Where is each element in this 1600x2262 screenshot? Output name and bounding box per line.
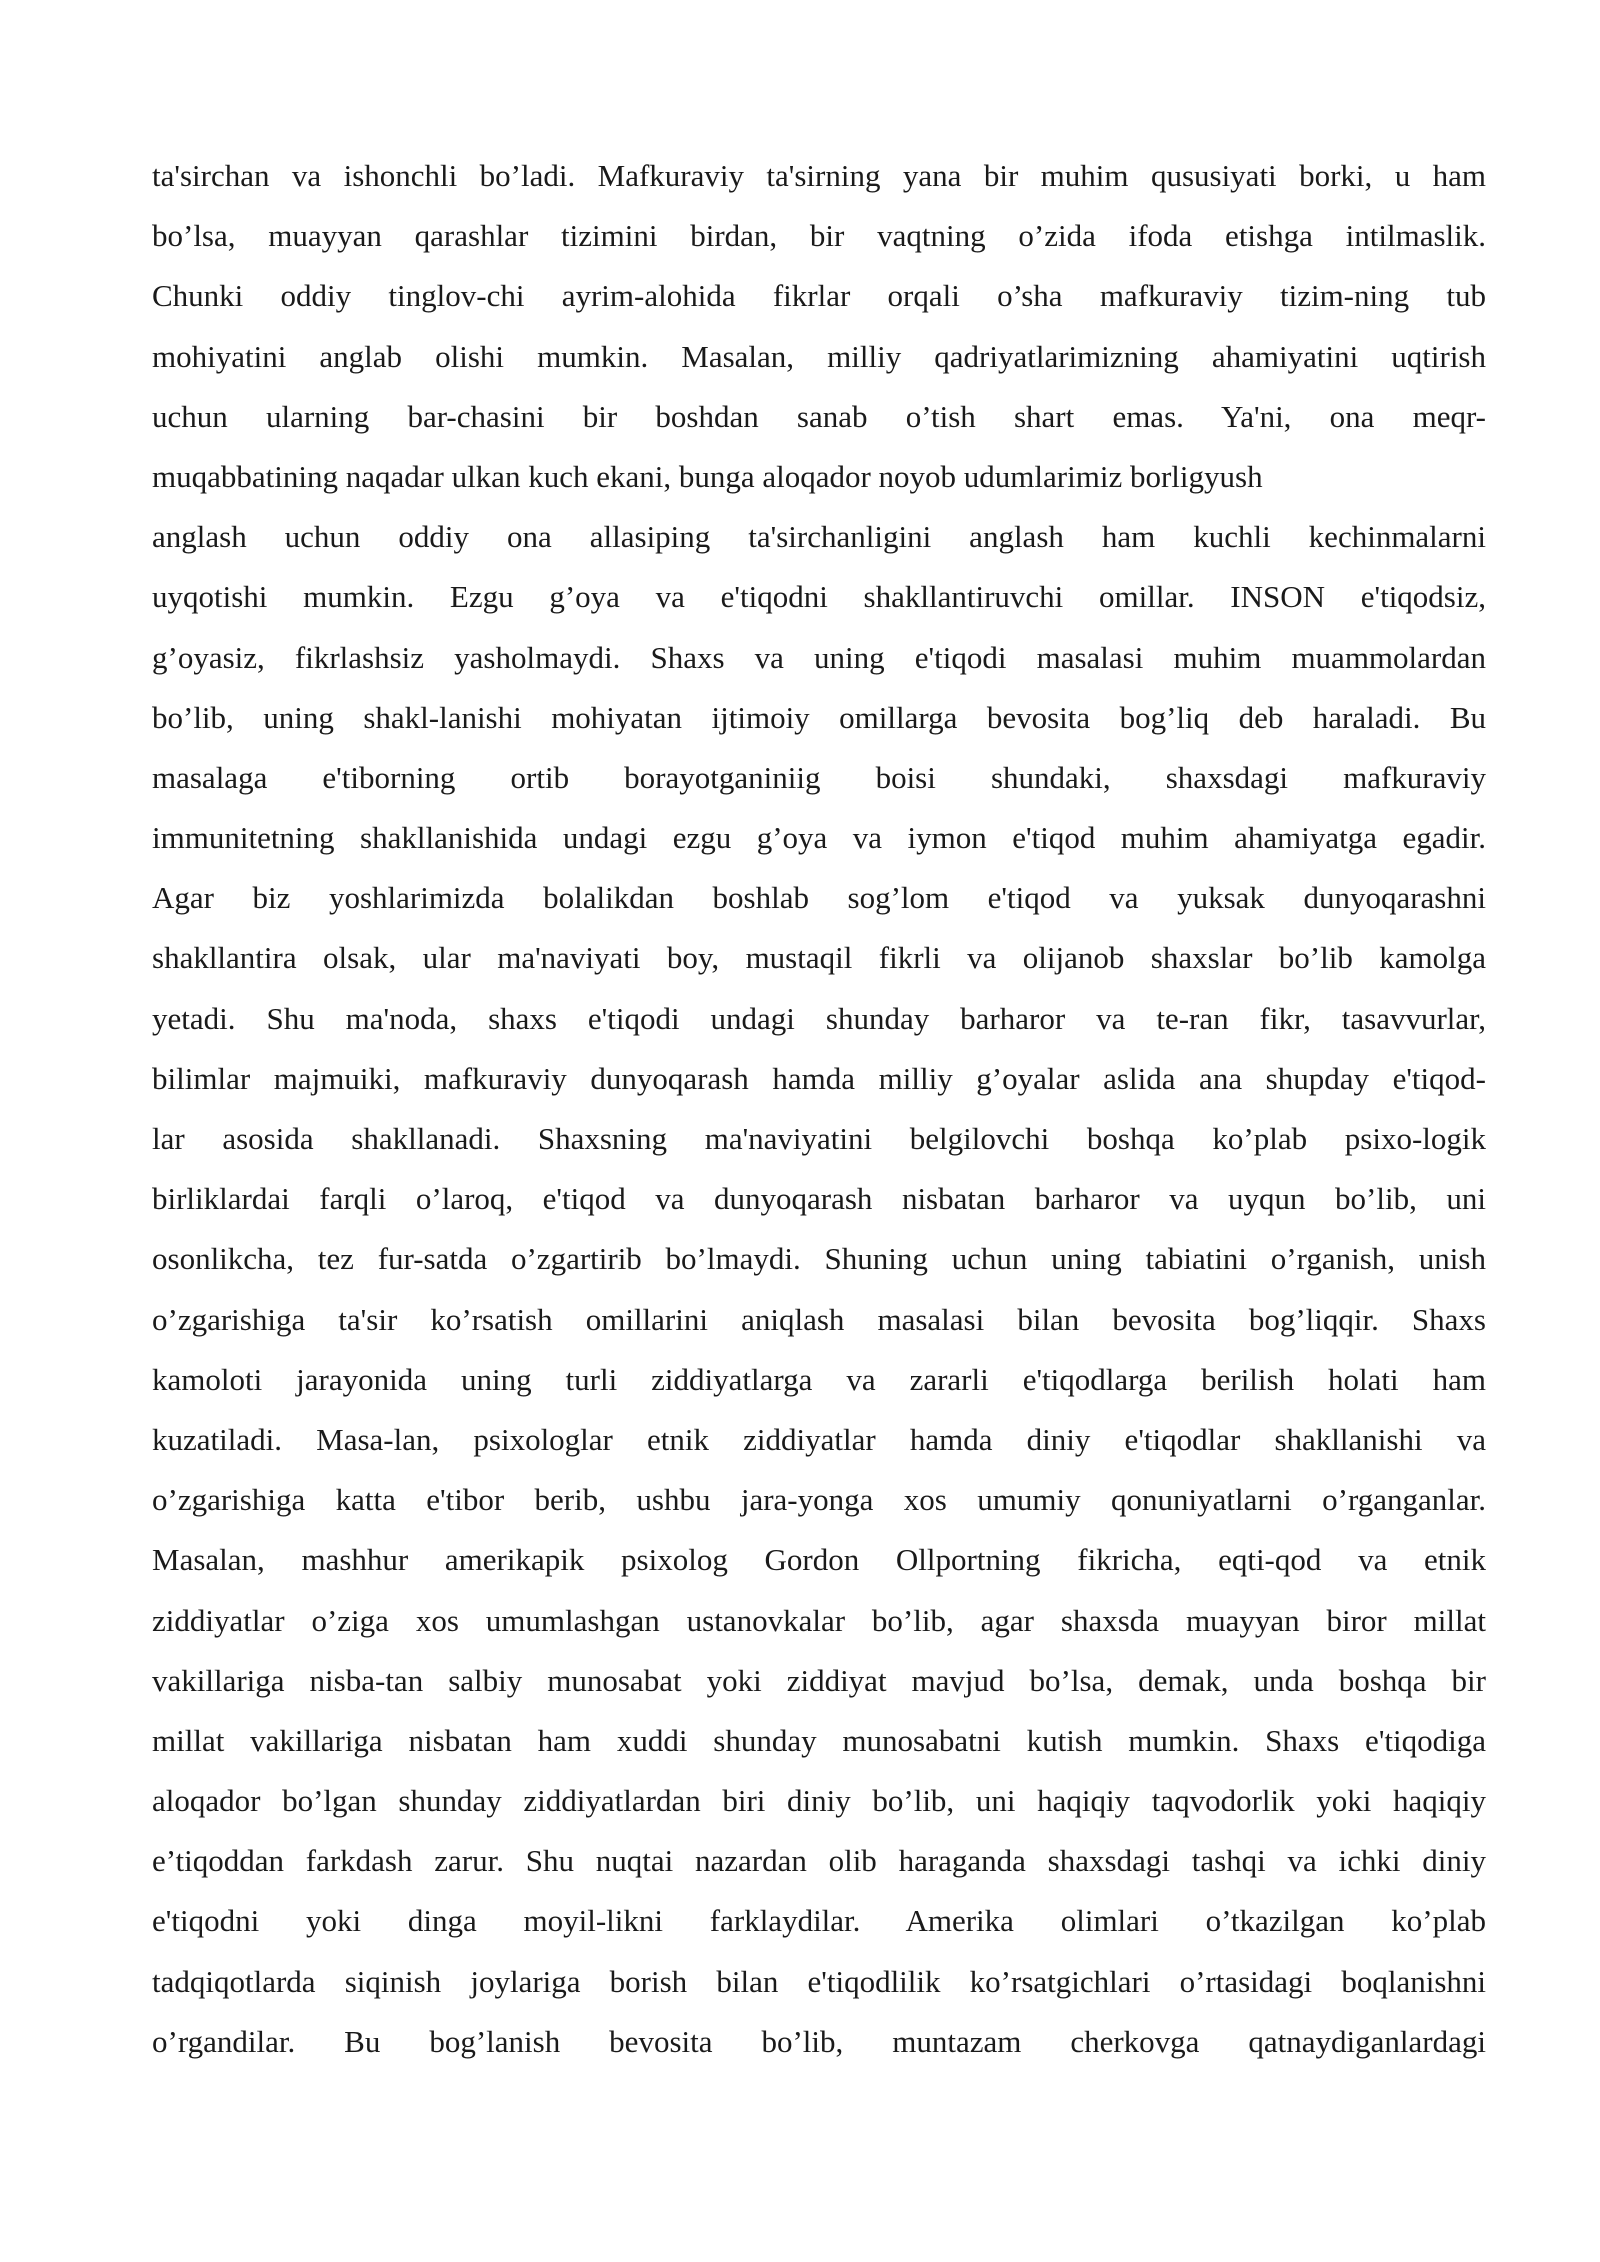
text-line: Masalan, mashhur amerikapik psixolog Gordon Ollportning fikricha, eqti-qod va etnik — [152, 1542, 1486, 1578]
text-line: e’tiqoddan farkdash zarur. Shu nuqtai nazardan olib haraganda shaxsdagi tashqi va ichki diniy — [152, 1843, 1486, 1879]
text-line: osonlikcha, tez fur-satda o’zgartirib bo’lmaydi. Shuning uchun uning tabiatini o’rganish, unish — [152, 1241, 1486, 1277]
text-line: Agar biz yoshlarimizda bolalikdan boshlab sog’lom e'tiqod va yuksak dunyoqarashni — [152, 880, 1486, 916]
text-line: o’zgarishiga ta'sir ko’rsatish omillarini aniqlash masalasi bilan bevosita bog’liqqir. Shaxs — [152, 1301, 1486, 1337]
text-line: aloqador bo’lgan shunday ziddiyatlardan biri diniy bo’lib, uni haqiqiy taqvodorlik yoki haqiqiy — [152, 1783, 1486, 1819]
text-line: mohiyatini anglab olishi mumkin. Masalan, milliy qadriyatlarimizning ahamiyatini uqtirish — [152, 338, 1486, 374]
text-line: uchun ularning bar-chasini bir boshdan sanab o’tish shart emas. Ya'ni, ona meqr- — [152, 398, 1486, 434]
text-line: uyqotishi mumkin. Ezgu g’oya va e'tiqodni shakllantiruvchi omillar. INSON e'tiqodsiz, — [152, 579, 1486, 615]
text-line: yetadi. Shu ma'noda, shaxs e'tiqodi undagi shunday barharor va te-ran fikr, tasavvurlar, — [152, 1000, 1486, 1036]
text-line: millat vakillariga nisbatan ham xuddi shunday munosabatni kutish mumkin. Shaxs e'tiqodiga — [152, 1722, 1486, 1758]
text-line: ziddiyatlar o’ziga xos umumlashgan ustanovkalar bo’lib, agar shaxsda muayyan biror millat — [152, 1602, 1486, 1638]
text-line: o’rgandilar. Bu bog’lanish bevosita bo’lib, muntazam cherkovga qatnaydiganlardagi — [152, 2023, 1486, 2059]
text-line: tadqiqotlarda siqinish joylariga borish bilan e'tiqodlilik ko’rsatgichlari o’rtasidagi boqlanishni — [152, 1963, 1486, 1999]
text-line: anglash uchun oddiy ona allasiping ta'sirchanligini anglash ham kuchli kechinmalarni — [152, 519, 1486, 555]
text-line: birliklardai farqli o’laroq, e'tiqod va dunyoqarash nisbatan barharor va uyqun bo’lib, uni — [152, 1181, 1486, 1217]
body-text — [152, 146, 1486, 2072]
text-line: kuzatiladi. Masa-lan, psixologlar etnik ziddiyatlar hamda diniy e'tiqodlar shakllanishi va — [152, 1421, 1486, 1457]
text-line: lar asosida shakllanadi. Shaxsning ma'naviyatini belgilovchi boshqa ko’plab psixo-logik — [152, 1121, 1486, 1156]
text-line: g’oyasiz, fikrlashsiz yasholmaydi. Shaxs va uning e'tiqodi masalasi muhim muammolardan — [152, 639, 1486, 675]
text-line: muqabbatining naqadar ulkan kuch ekani, bunga aloqador noyob udumlarimiz borligyush — [152, 458, 1263, 494]
document-page — [152, 146, 1486, 2072]
text-line: vakillariga nisba-tan salbiy munosabat yoki ziddiyat mavjud bo’lsa, demak, unda boshqa bir — [152, 1662, 1486, 1698]
text-line: Chunki oddiy tinglov-chi ayrim-alohida fikrlar orqali o’sha mafkuraviy tizim-ning tub — [152, 278, 1486, 314]
text-line: o’zgarishiga katta e'tibor berib, ushbu jara-yonga xos umumiy qonuniyatlarni o’rganganlar. — [152, 1482, 1486, 1518]
text-line: bilimlar majmuiki, mafkuraviy dunyoqarash hamda milliy g’oyalar aslida ana shupday e'tiqod- — [152, 1060, 1486, 1096]
text-line: kamoloti jarayonida uning turli ziddiyatlarga va zararli e'tiqodlarga berilish holati ham — [152, 1361, 1486, 1397]
text-line: immunitetning shakllanishida undagi ezgu g’oya va iymon e'tiqod muhim ahamiyatga egadir. — [152, 820, 1486, 856]
text-line: ta'sirchan va ishonchli bo’ladi. Mafkuraviy ta'sirning yana bir muhim qususiyati borki, u ham — [152, 158, 1486, 193]
text-line: masalaga e'tiborning ortib borayotganiniig boisi shundaki, shaxsdagi mafkuraviy — [152, 759, 1486, 795]
text-line: shakllantira olsak, ular ma'naviyati boy, mustaqil fikrli va olijanob shaxslar bo’lib kamolga — [152, 940, 1486, 976]
text-line: bo’lib, uning shakl-lanishi mohiyatan ijtimoiy omillarga bevosita bog’liq deb haraladi. Bu — [152, 699, 1486, 735]
text-line: e'tiqodni yoki dinga moyil-likni farklaydilar. Amerika olimlari o’tkazilgan ko’plab — [152, 1903, 1486, 1939]
text-line: bo’lsa, muayyan qarashlar tizimini birdan, bir vaqtning o’zida ifoda etishga intilmaslik. — [152, 218, 1486, 254]
